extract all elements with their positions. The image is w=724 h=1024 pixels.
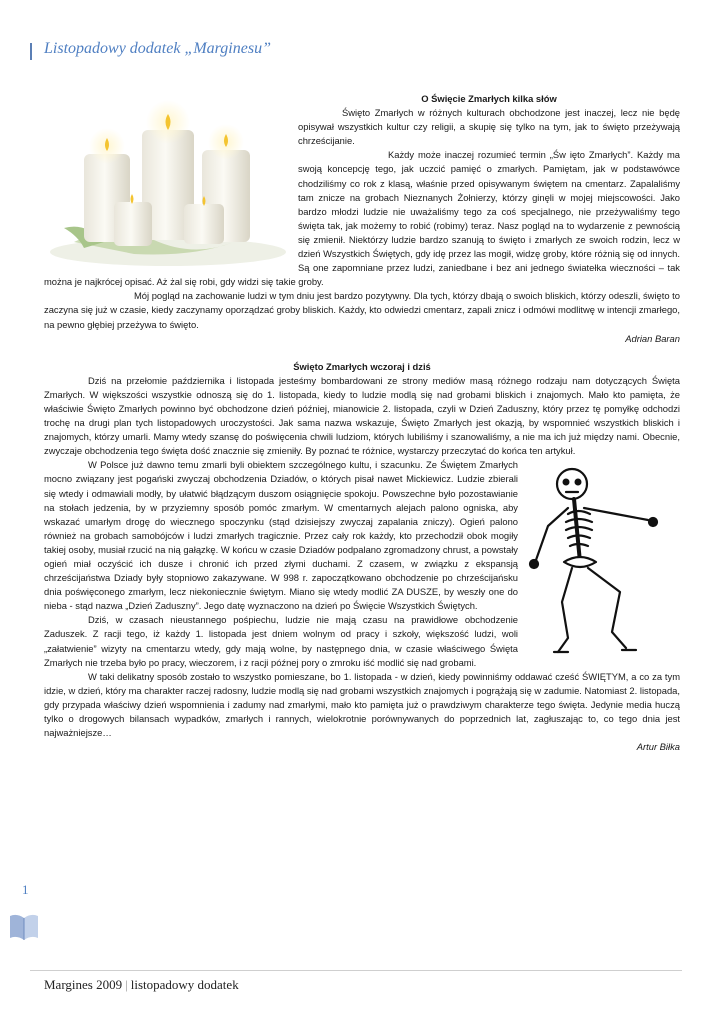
page-footer: Margines 2009 | listopadowy dodatek (44, 977, 239, 992)
article2-title: Święto Zmarłych wczoraj i dziś (293, 360, 431, 372)
header-title: Listopadowy dodatek „Marginesu” (44, 40, 271, 57)
footer-right: listopadowy dodatek (130, 977, 239, 992)
article2-author: Artur Biłka (636, 741, 680, 753)
footer-divider (30, 970, 682, 971)
skeleton-image (528, 462, 678, 662)
page-number: 1 (22, 882, 29, 897)
page-content (44, 92, 680, 754)
article2-paragraph: W Polsce już dawno temu zmarli byli obiektem szczególnego kultu, i szacunku. Ze Świętem Zmarłych mocno związany jest pogański zwyczaj obchodzenia Dziadów, o których pisał nawet Mickiewicz. Ludzie zbierali się wtedy i odmawiali modły, by ułatwić błądzącym duszom osiągnięcie spokoju. Powszechne było pozostawianie na stołach jedzenia, by w przyziemny sposób pomóc zmarłym. W cmentarnych alejach palono ogniska, aby wskazać umarłym drogę do wiecznego spoczynku (stąd dzisiejszy zwyczaj zapalania zniczy). Ogień palono również na grobach samobójców i ludzi zmarłych tragicznie. Przez cały rok każdy, kto przechodził obok mogiły takiej osoby, musiał rzucić na nią gałązkę. W końcu w czasie Dziadów podpalano zgromadzony chrust, a powstały ogień miał oczyścić ich dusze i chronić ich przed złymi duchami. Z czasem, w związku z ekspansją chrześcijaństwa Dziady były stopniowo zakazywane. W 998 r. zapoczątkowano obchodzenie po chrześcijańsku dnia poświęconego zmarłym, lecz niekoniecznie świętym. Miano się wtedy modlić ZA DUSZE, by weszły one do nieba - stąd nazwa „Dzień Zaduszny”. Jego datę wyznaczono na dzień po Święcie Wszystkich Świętych. (44, 459, 518, 612)
header-accent-bar (30, 43, 32, 60)
footer-left: Margines 2009 (44, 977, 123, 992)
article1-title: O Święcie Zmarłych kilka słów (421, 93, 557, 104)
book-icon (8, 912, 40, 942)
page-header (30, 40, 690, 64)
article2-paragraph: W taki delikatny sposób zostało to wszystko pomieszane, bo 1. listopada - w dzień, kiedy powinniśmy oddawać cześć ŚWIĘTYM, a co za tym idzie, w dzień, który ma charakter raczej radosny, ludzie modlą się nad grobami wszystkich znajomych i pogrążają się w zadumie. Natomiast 2. listopada, gdy przypada właściwy dzień wspomnienia i zadumy nad zmarłymi, mało kto pamięta już o prawdziwym charakterze tego święta. Jedynie media huczą tylko o drogowych bilansach wypadków, zmarłych i rannych, wielokrotnie porównywanych do poprzednich lat, zagłuszając to, co tego dnia jest najważniejsze… (44, 670, 680, 739)
article1-paragraph: Mój pogląd na zachowanie ludzi w tym dniu jest bardzo pozytywny. Dla tych, którzy dbają o swoich bliskich, którzy odeszli, święto to zaczyna się już w czasie, kiedy zaczynamy oporządzać groby bliskich. Każdy, kto odwiedzi cmentarz, zapali znicz i odmówi modlitwę w intencji zmarłego, na pewno głębiej przeżywa to święto. (44, 290, 680, 330)
article2-paragraph: Dziś, w czasach nieustannego pośpiechu, ludzie nie mają czasu na prawidłowe obchodzenie Zaduszek. Z racji tego, iż każdy 1. listopada jest dniem wolnym od pracy i szkoły, większość ludzi, woli „załatwienie” wizyty na cmentarzu wtedy, gdy mają wolne, by następnego dnia, w czasie właściwego Święta Zmarłych nie trzeba było po pracy, wieczorem, i z racji późnej pory o zmroku iść modlić się nad grobami. (44, 614, 518, 668)
article2-paragraph: Dziś na przełomie października i listopada jesteśmy bombardowani ze strony mediów masą różnego rodzaju nam dotyczących Święta Zmarłych. W większości wszystkie odnoszą się do 1. listopada, kiedy to ludzie modlą się nad grobami bliskich i znajomych. Mało kto pamięta, że właściwie Święto Zmarłych powinno być obchodzone dzień później, mianowicie 2. listopada, czyli w Dzień Zaduszny, który przez tę pomyłkę odchodzi trochę na drugi plan tych listopadowych uroczystości. Jak sama nazwa wskazuje, Święto Zmarłych jest okazją, by wspomnieć wszystkich bliskich i znajomych, którzy umarli. Mamy wtedy szansę do poświęcenia chwili ludziom, których lubiliśmy i szanowaliśmy, a nie ma ich już między nami. Obecnie, zwyczaje obchodzenia tego święta dość znacznie się zmieniły. By poznać te różnice, wystarczy przeczytać do końca ten artykuł. (44, 374, 680, 457)
candles-image (44, 92, 290, 272)
article1-paragraph: Święto Zmarłych w różnych kulturach obchodzone jest inaczej, lecz nie będę opisywał wszystkich kultur czy religii, a skupię się tylko na tym, jak to święto przeżywają chrześcijanie. (298, 107, 680, 147)
article1-paragraph: Każdy może inaczej rozumieć termin „Św ięto Zmarłych”. Każdy ma swoją koncepcję tego, jak uczcić pamięć o zmarłych. Pamiętam, jak w podstawówce chodziliśmy co rok z klasą, właśnie przed opisywanym świętem na cmentarz. Zapalaliśmy tam znicze na grobach Nieznanych Żołnierzy, którzy ginęli w mojej miejscowości. Jako bardzo młodzi ludzie nie uważaliśmy tego za coś specjalnego, nie przeżywaliśmy tego święta tak, jak możemy to robić (robimy) teraz. Nasz pogląd na to wydarzenie z pewnością się zmienił. Niektórzy ludzie bardzo szanują to święto i zmarłych ze swoich rodzin, lecz w dzień Wszystkich Świętych, gdy idę przez las mogił, widzę groby, które różnią się od innych. Są one zapomniane przez ludzi, zaniedbane i bez ani jednego światełka wieczności – tak można je najkrócej opisać. Aż żal się robi, gdy widzi się takie groby. (44, 149, 680, 288)
article1-author: Adrian Baran (625, 332, 680, 344)
